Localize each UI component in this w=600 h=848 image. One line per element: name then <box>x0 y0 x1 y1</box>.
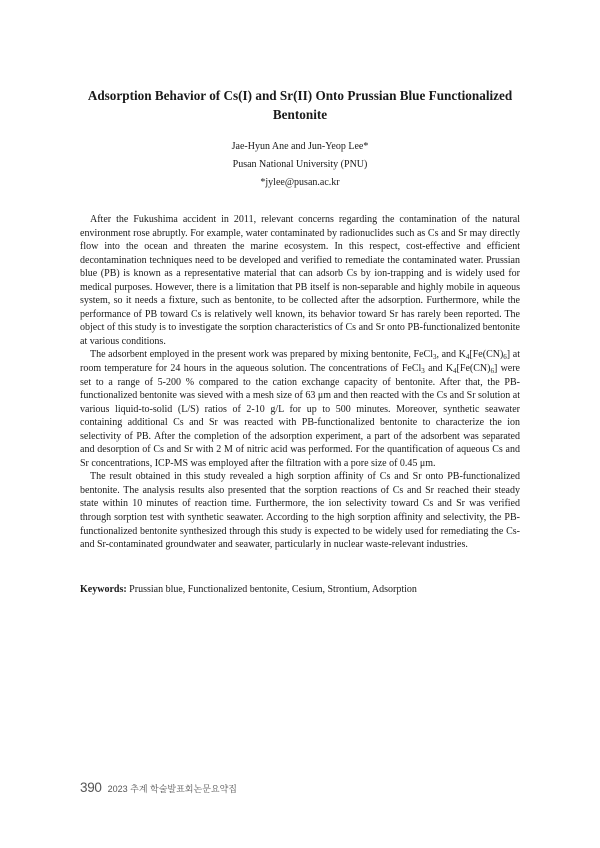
paragraph-2: The adsorbent employed in the present work was prepared by mixing bentonite, FeCl$_3$, and $K_4[Fe(CN)_6]$ at room temperature for 24 hours in the aqueous solution. The concentrations of FeCl$_3$ and $K_4[Fe(CN)_6]$ were set to a range of 5-200 % compared to the cation exchange capacity of bentonite. After that, the PB-functionalized bentonite was sieved with a mesh size of 63 μm and then reacted with the Cs and Sr solution at various liquid-to-solid (L/S) ratios of 2-10 g/L for up to 500 minutes. Moreover, synthetic seawater containing additional Cs and Sr was reacted with PB-functionalized bentonite to characterize the ion selectivity of PB. After the completion of the adsorption experiment, a part of the adsorbent was separated and desorption of Cs and Sr with 2 M of nitric acid was performed. For the quantification of aqueous Cs and Sr concentrations, ICP-MS was employed after the filtration with a pore size of 0.45 μm. <box>80 349 520 469</box>
paragraph-3: The result obtained in this study revealed a high sorption affinity of Cs and Sr onto PB-functionalized bentonite. The analysis results also presented that the sorption reactions of Cs and Sr reached their steady state within 10 minutes of reaction time. Furthermore, the ion selectivity toward Cs and Sr was verified through sorption test with synthetic seawater. According to the high sorption affinity and selectivity, the PB-functionalized bentonite synthesized through this study is expected to be widely used for remediating the Cs- and Sr-contaminated groundwater and seawater, particularly in nuclear waste-relevant industries. <box>80 471 520 551</box>
paper-title: Adsorption Behavior of Cs(I) and Sr(II) Onto Prussian Blue Functionalized Bentonite <box>87 88 513 122</box>
authors: Jae-Hyun Ane and Jun-Yeop Lee* <box>231 141 369 152</box>
email: *jylee@pusan.ac.kr <box>260 177 340 188</box>
page-number: 390 <box>80 780 102 795</box>
abstract-body <box>80 213 520 552</box>
keywords-label: Keywords: <box>80 584 127 595</box>
proceedings-title: 2023 추계 학술발표회논문요약집 <box>107 784 237 794</box>
paragraph-1: After the Fukushima accident in 2011, relevant concerns regarding the contamination of the natural environment rose abruptly. For example, water contaminated by radionuclides such as Cs and Sr may directly flow into the ocean and threaten the marine ecosystem. In this respect, cost-effective and efficient decontamination techniques need to be developed and verified to remediate the contaminated water. Prussian blue (PB) is known as a representative material that can adsorb Cs by ion-trapping and is widely used for medical purposes. However, there is a limitation that PB itself is non-separable and highly mobile in aqueous system, so it needs a fixture, such as bentonite, to be collected after the adsorption. Furthermore, while the performance of PB toward Cs is relatively well known, its behavior toward Sr has rarely been reported. The object of this study is to investigate the sorption characteristics of Cs and Sr onto PB-functionalized bentonite at various conditions. <box>80 214 520 347</box>
affiliation: Pusan National University (PNU) <box>232 159 368 170</box>
page-footer <box>80 779 237 797</box>
keywords <box>80 583 520 596</box>
keywords-text: Prussian blue, Functionalized bentonite, Cesium, Strontium, Adsorption <box>126 584 417 595</box>
